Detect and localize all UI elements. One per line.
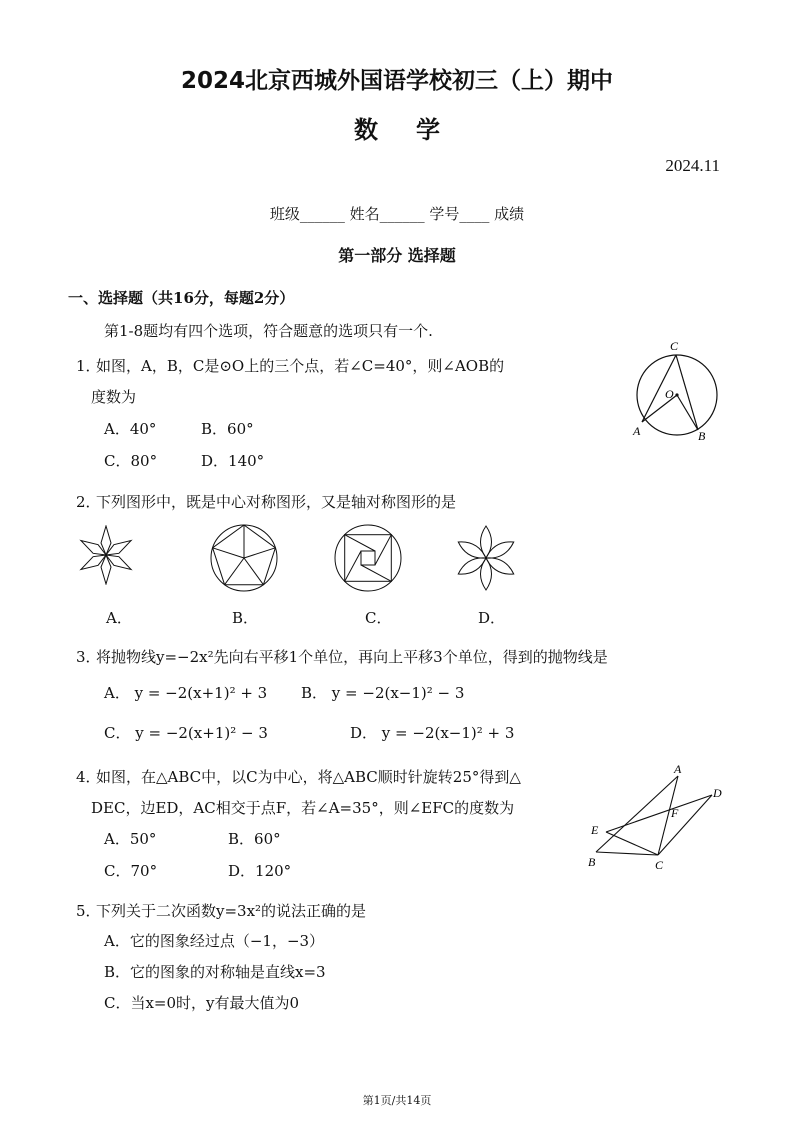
q4-label-a: A (674, 762, 682, 776)
page-footer: 第1页/共14页 (362, 1094, 432, 1107)
q2-option-a: A． (106, 609, 132, 627)
q1-label-b: B (698, 429, 706, 443)
q1-text-line1: 如图，A，B，C是⊙O上的三个点，若∠C=40°，则∠AOB的 (96, 357, 505, 375)
q3-option-b: B． y = −2(x−1)² − 3 (301, 684, 465, 702)
q3-text: 将抛物线y=−2x²先向右平移1个单位，再向上平移3个单位，得到的抛物线是 (96, 648, 608, 666)
part-title: 第一部分 选择题 (338, 246, 456, 265)
q5-option-b: B．它的图象的对称轴是直线x=3 (104, 963, 326, 981)
q4-option-d: D．120° (228, 862, 292, 880)
q1-option-d: D．140° (201, 452, 265, 470)
q2-option-c: C． (365, 609, 392, 627)
q1-label-a: A (633, 424, 641, 438)
q4-label-c: C (655, 858, 664, 872)
q4-label-b: B (588, 855, 596, 869)
exam-title: 2024北京西城外国语学校初三（上）期中 (180, 68, 613, 94)
q2-figure-b (208, 522, 280, 594)
q3-option-c: C． y = −2(x+1)² − 3 (104, 724, 268, 742)
exam-date: 2024.11 (665, 156, 720, 175)
q4-triangle-figure (582, 762, 728, 876)
q3-number: 3． (76, 648, 101, 666)
q1-option-a: A．40° (104, 420, 157, 438)
q4-option-c: C．70° (104, 862, 158, 880)
q1-number: 1． (76, 357, 101, 375)
q2-figure-c (332, 522, 404, 594)
q5-option-a: A．它的图象经过点（−1，−3） (104, 932, 325, 950)
q2-figure-a (68, 525, 144, 585)
q4-label-f: F (671, 806, 679, 820)
q2-figure-d (452, 522, 520, 592)
q4-label-d: D (713, 786, 722, 800)
q4-option-a: A．50° (104, 830, 157, 848)
q4-text-line1: 如图，在△ABC中，以C为中心，将△ABC顺时针旋转25°得到△ (96, 768, 521, 786)
q1-option-c: C．80° (104, 452, 158, 470)
q4-option-b: B．60° (228, 830, 281, 848)
q2-option-b: B． (232, 609, 259, 627)
section-instruction: 第1-8题均有四个选项，符合题意的选项只有一个. (104, 322, 433, 340)
q4-number: 4． (76, 768, 101, 786)
q4-label-e: E (591, 823, 599, 837)
q1-circle-figure (624, 336, 730, 446)
q1-option-b: B．60° (201, 420, 254, 438)
q2-option-d: D． (478, 609, 506, 627)
q5-option-c: C．当x=0时，y有最大值为0 (104, 994, 300, 1012)
q5-text: 下列关于二次函数y=3x²的说法正确的是 (96, 902, 367, 920)
section-title: 一、选择题（共16分，每题2分） (68, 289, 295, 307)
subject-title: 数学 (354, 116, 478, 144)
q3-option-a: A． y = −2(x+1)² + 3 (104, 684, 268, 702)
q3-option-d: D． y = −2(x−1)² + 3 (350, 724, 515, 742)
q2-number: 2． (76, 493, 101, 511)
student-info-line: 班级______ 姓名______ 学号____ 成绩 (269, 205, 525, 223)
q1-text-line2: 度数为 (91, 388, 137, 406)
q2-text: 下列图形中，既是中心对称图形，又是轴对称图形的是 (96, 493, 457, 511)
q4-text-line2: DEC，边ED，AC相交于点F，若∠A=35°，则∠EFC的度数为 (91, 799, 515, 817)
q5-number: 5． (76, 902, 101, 920)
q1-label-c: C (670, 339, 679, 353)
q1-label-o: O (665, 387, 674, 401)
